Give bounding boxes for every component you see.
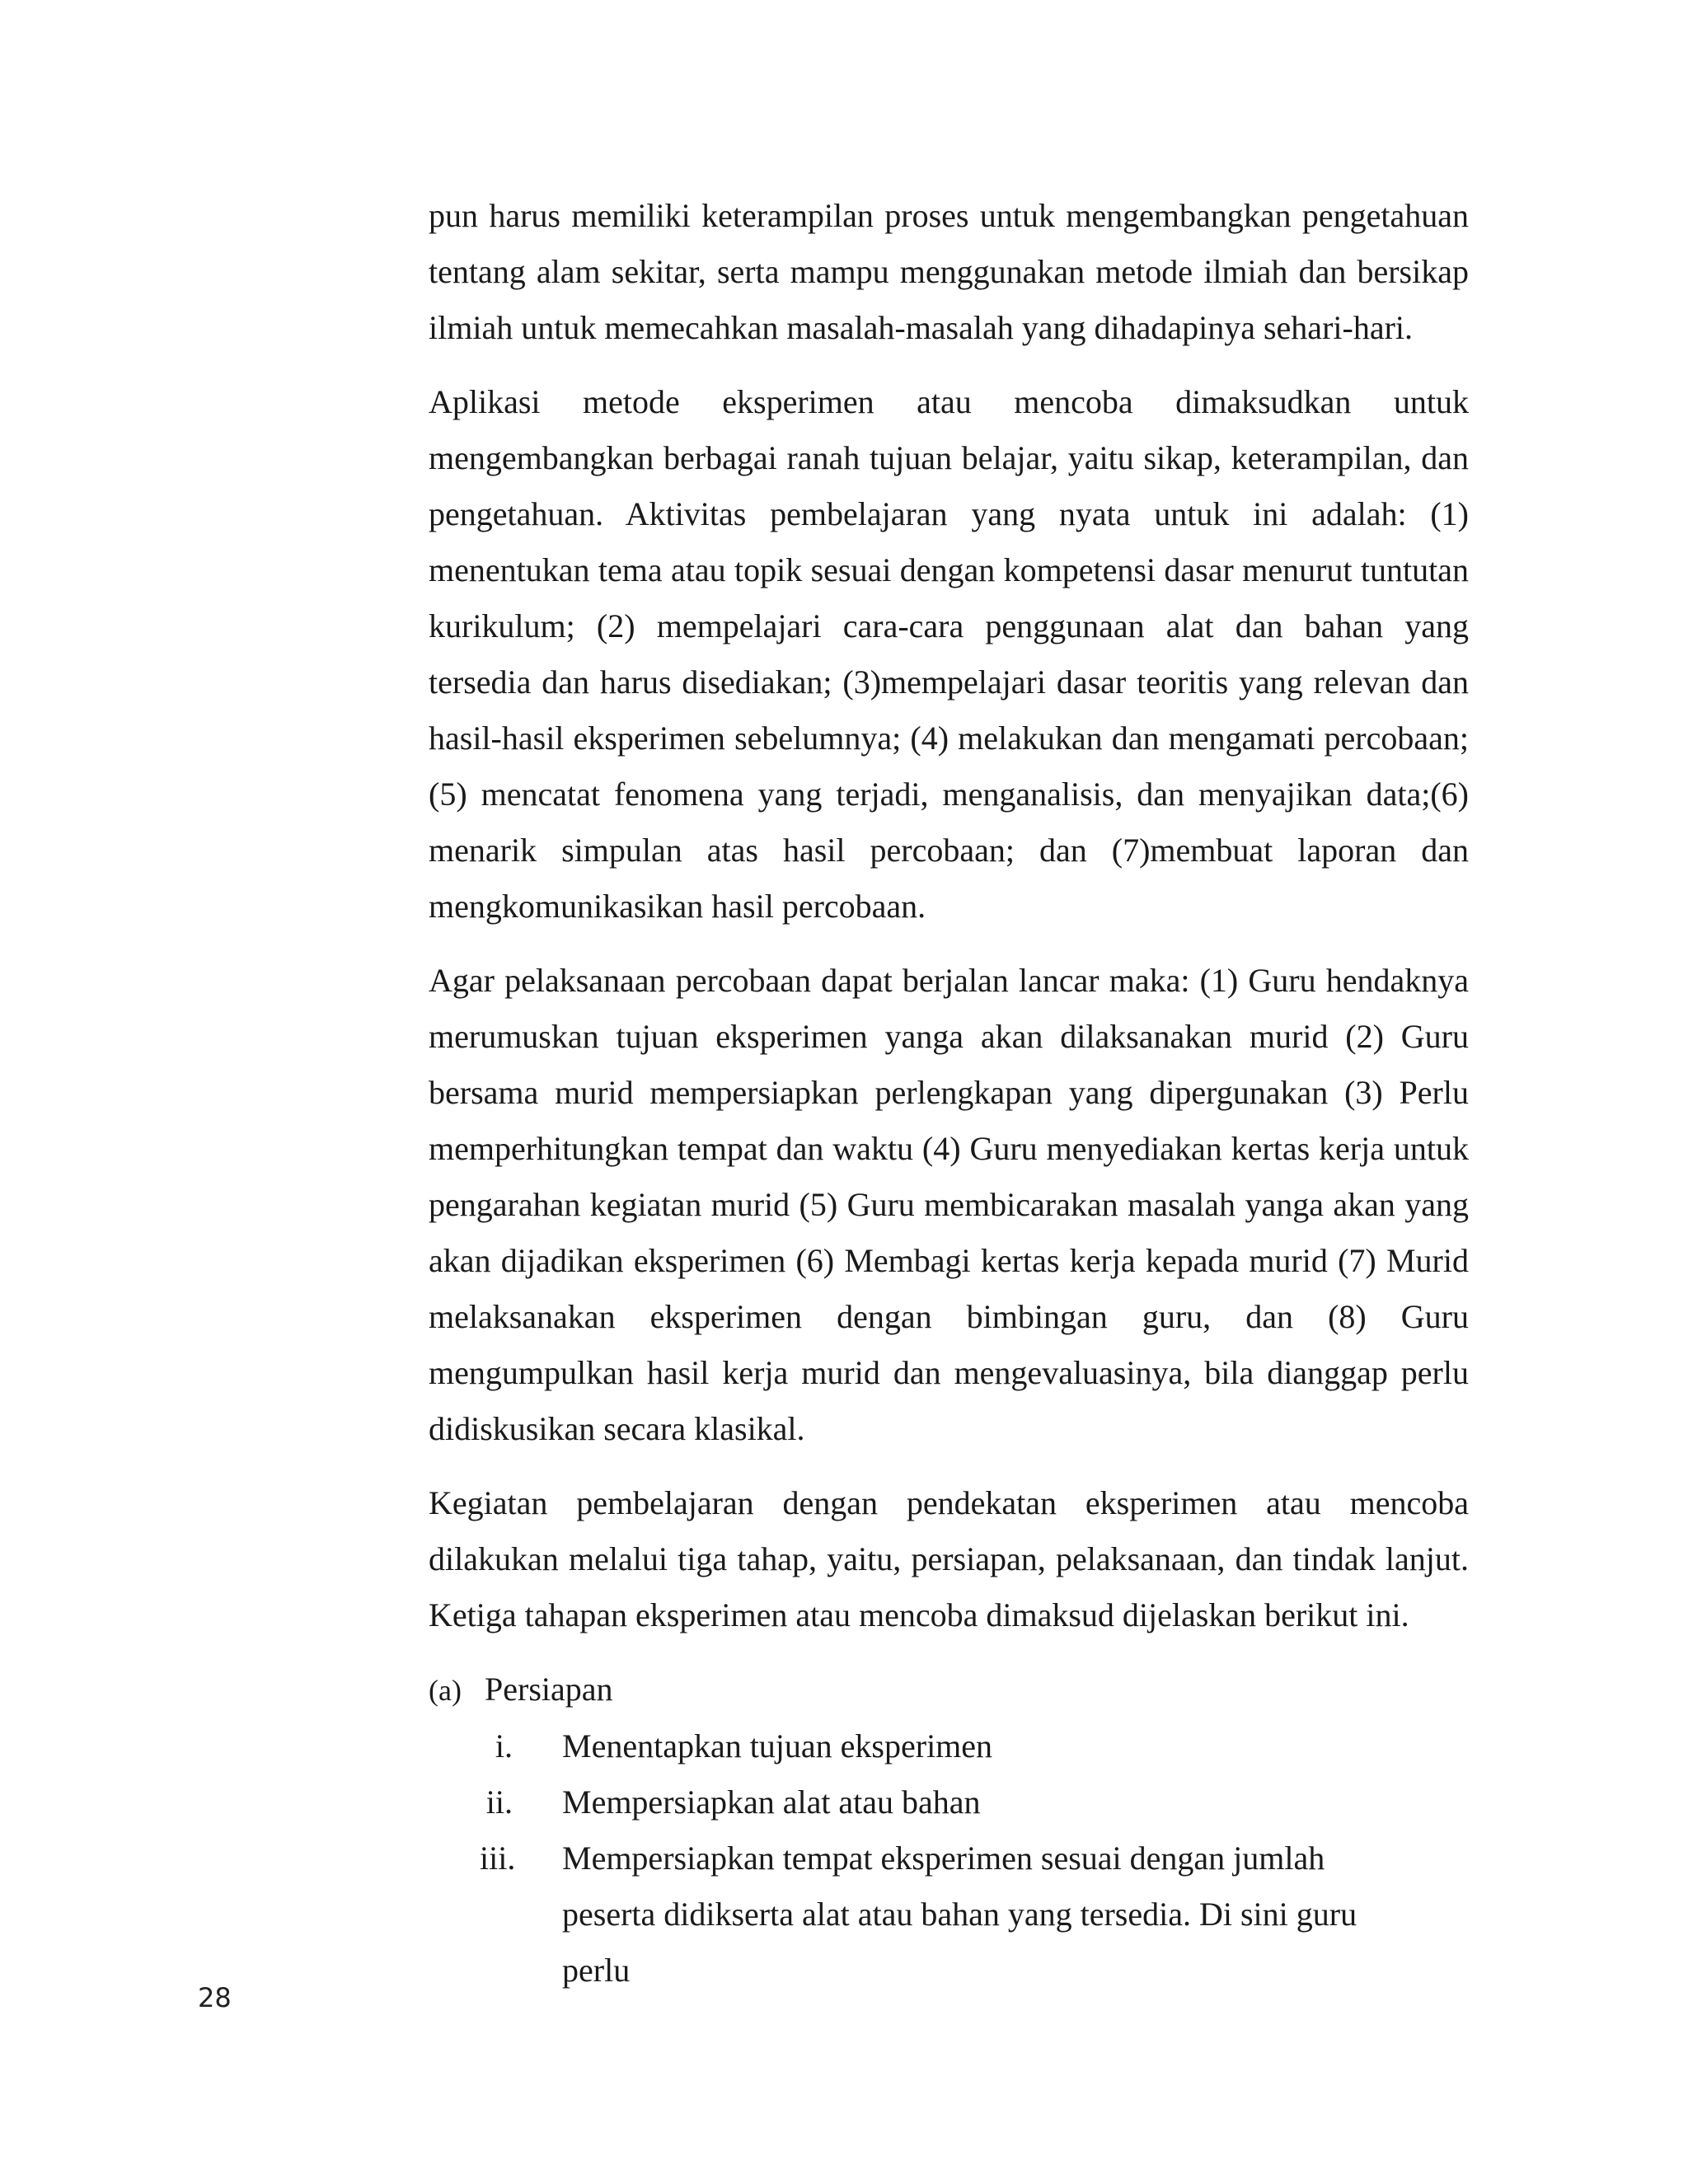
list-item-text: Mempersiapkan tempat eksperimen sesuai dengan jumlah peserta didikserta alat atau bahan yang tersedia. Di sini guru perlu <box>562 1840 1357 1989</box>
paragraph-1: pun harus memiliki keterampilan proses untuk mengembangkan pengetahuan tentang alam sekitar, serta mampu menggunakan metode ilmiah dan bersikap ilmiah untuk memecahkan masalah-masalah yang dihadapinya sehari-hari. <box>429 197 1469 346</box>
list-item-number: ii. <box>485 1783 513 1821</box>
list-item-text: Mempersiapkan alat atau bahan <box>562 1783 981 1821</box>
page-number: 28 <box>198 1982 232 2013</box>
section-persiapan <box>429 1661 1469 1999</box>
section-title: Persiapan <box>485 1671 613 1708</box>
page-content <box>429 188 1469 1999</box>
list-item <box>429 1718 1469 1774</box>
section-marker: (a) <box>429 1674 462 1707</box>
paragraph-4: Kegiatan pembelajaran dengan pendekatan eksperimen atau mencoba dilakukan melalui tiga tahap, yaitu, persiapan, pelaksanaan, dan tindak lanjut. Ketiga tahapan eksperimen atau mencoba dimaksud dijelaskan berikut ini. <box>429 1484 1469 1633</box>
paragraph-3: Agar pelaksanaan percobaan dapat berjalan lancar maka: (1) Guru hendaknya merumuskan tujuan eksperimen yanga akan dilaksanakan murid (2) Guru bersama murid mempersiapkan perlengkapan yang dipergunakan (3) Perlu memperhitungkan tempat dan waktu (4) Guru menyediakan kertas kerja untuk pengarahan kegiatan murid (5) Guru membicarakan masalah yanga akan yang akan dijadikan eksperimen (6) Membagi kertas kerja kepada murid (7) Murid melaksanakan eksperimen dengan bimbingan guru, dan (8) Guru mengumpulkan hasil kerja murid dan mengevaluasinya, bila dianggap perlu didiskusikan secara klasikal. <box>429 962 1469 1447</box>
list-item-number: i. <box>495 1727 513 1765</box>
list-item <box>429 1830 1469 1999</box>
section-heading <box>429 1661 1469 1718</box>
list-item <box>429 1774 1469 1830</box>
list-item-number: iii. <box>480 1840 516 1877</box>
list-item-text: Menentapkan tujuan eksperimen <box>562 1727 993 1765</box>
paragraph-2: Aplikasi metode eksperimen atau mencoba dimaksudkan untuk mengembangkan berbagai ranah tujuan belajar, yaitu sikap, keterampilan, dan pengetahuan. Aktivitas pembelajaran yang nyata untuk ini adalah: (1) menentukan tema atau topik sesuai dengan kompetensi dasar menurut tuntutan kurikulum; (2) mempelajari cara-cara penggunaan alat dan bahan yang tersedia dan harus disediakan; (3)mempelajari dasar teoritis yang relevan dan hasil-hasil eksperimen sebelumnya; (4) melakukan dan mengamati percobaan; (5) mencatat fenomena yang terjadi, menganalisis, dan menyajikan data;(6) menarik simpulan atas hasil percobaan; dan (7)membuat laporan dan mengkomunikasikan hasil percobaan. <box>429 383 1469 925</box>
